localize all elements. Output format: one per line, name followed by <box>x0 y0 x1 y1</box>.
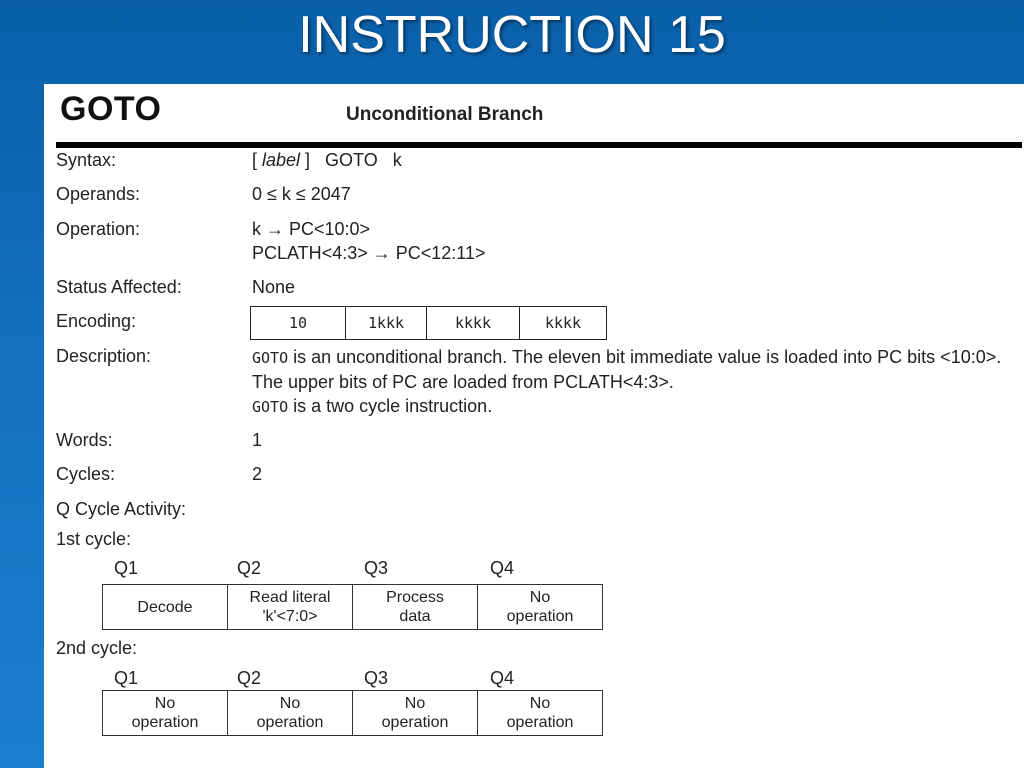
cell-line: No <box>404 695 426 712</box>
cell-line: Decode <box>137 598 193 616</box>
cycle2-cell-q4 <box>478 691 603 736</box>
cycle1-header-q1: Q1 <box>114 558 139 578</box>
encoding-table <box>250 306 607 340</box>
syntax-label-word: label <box>262 150 301 170</box>
cycle2-cell-q3 <box>353 691 478 736</box>
cycle2-header-q4: Q4 <box>490 668 515 688</box>
words-value: 1 <box>252 430 263 450</box>
operation-label: Operation: <box>56 219 141 239</box>
cell-line: operation <box>256 714 324 731</box>
cell-line: data <box>399 608 431 625</box>
cycle1-label: 1st cycle: <box>56 529 132 549</box>
description-label: Description: <box>56 346 152 366</box>
cell-line: operation <box>131 714 199 731</box>
desc-text-2: is a two cycle instruction. <box>288 396 493 416</box>
cycle2-cell-q1 <box>103 691 228 736</box>
instruction-panel <box>44 84 1024 768</box>
syntax-rest: ] GOTO k <box>300 150 402 170</box>
desc-goto-2: GOTO <box>252 398 289 416</box>
cycle2-cell-q2 <box>228 691 353 736</box>
operation-line1: k → PC<10:0> <box>252 219 371 239</box>
desc-goto-1: GOTO <box>252 349 289 367</box>
encoding-cell: 1kkk <box>346 307 427 340</box>
cell-line: Read literal <box>249 589 331 606</box>
cycles-label: Cycles: <box>56 464 116 484</box>
status-label: Status Affected: <box>56 277 182 297</box>
syntax-open: [ <box>252 150 263 170</box>
cycle1-header-q2: Q2 <box>237 558 262 578</box>
cell-line: 'k'<7:0> <box>262 608 318 625</box>
cycle1-cell-q2 <box>228 585 353 630</box>
syntax-label: Syntax: <box>56 150 117 170</box>
cell-line: operation <box>381 714 449 731</box>
slide-title: INSTRUCTION 15 <box>298 6 726 64</box>
words-label: Words: <box>56 430 113 450</box>
status-value: None <box>252 277 296 297</box>
cell-line: No <box>279 695 301 712</box>
encoding-cell: kkkk <box>520 307 607 340</box>
cycle2-table <box>102 690 603 736</box>
operands-value: 0 ≤ k ≤ 2047 <box>252 184 351 204</box>
encoding-label: Encoding: <box>56 311 137 331</box>
syntax-value <box>252 148 402 172</box>
cell-line: No <box>529 695 551 712</box>
operation-line2: PCLATH<4:3> → PC<12:11> <box>252 243 486 263</box>
cycle2-header-q1: Q1 <box>114 668 139 688</box>
cell-line: No <box>529 589 551 606</box>
cycle1-cell-q1 <box>103 585 228 630</box>
cycle1-header-q3: Q3 <box>364 558 389 578</box>
cell-line: operation <box>506 608 574 625</box>
cycle1-table <box>102 584 603 630</box>
cycle2-header-q3: Q3 <box>364 668 389 688</box>
cycle1-header-q4: Q4 <box>490 558 515 578</box>
cell-line: operation <box>506 714 574 731</box>
desc-text-1: is an unconditional branch. The eleven bit immediate value is loaded into PC bits <10:0>. The upper bits of PC are loaded from PCLATH<4:3>. <box>252 347 1002 392</box>
description-text <box>252 345 1012 419</box>
cycle1-cell-q3 <box>353 585 478 630</box>
operands-label: Operands: <box>56 184 141 204</box>
instruction-subtitle: Unconditional Branch <box>346 104 544 125</box>
cycle1-cell-q4 <box>478 585 603 630</box>
encoding-cell: 10 <box>251 307 346 340</box>
cell-line: Process <box>386 589 444 606</box>
cycle2-header-q2: Q2 <box>237 668 262 688</box>
cycle2-label: 2nd cycle: <box>56 638 138 658</box>
cell-line: No <box>154 695 176 712</box>
heading-divider <box>56 142 1022 148</box>
q-cycle-label: Q Cycle Activity: <box>56 499 187 519</box>
mnemonic-heading: GOTO <box>60 90 162 128</box>
encoding-cell: kkkk <box>427 307 520 340</box>
cycles-value: 2 <box>252 464 263 484</box>
